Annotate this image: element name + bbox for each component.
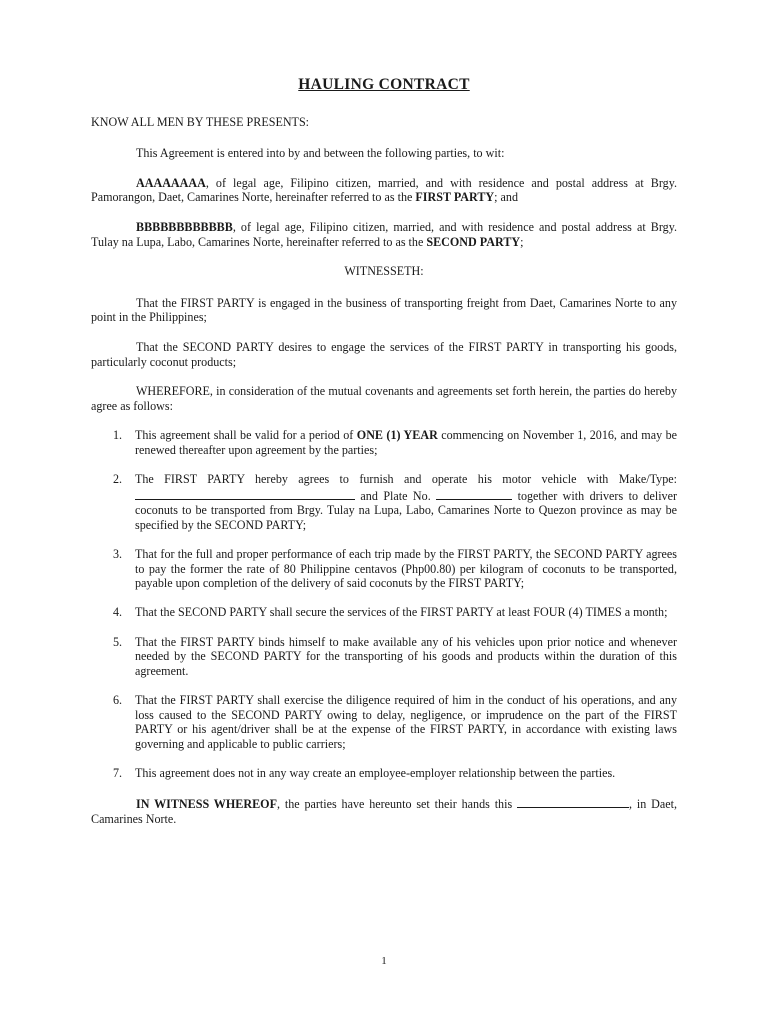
plate-no-blank: [436, 487, 512, 500]
item-4-text: That the SECOND PARTY shall secure the services of the FIRST PARTY at least FOUR (4) TIMES a month;: [135, 605, 668, 620]
item-1-text-b: commencing on November 1, 2016, and may be renewed thereafter upon agreement by the parties;: [135, 428, 677, 457]
list-item: [91, 472, 677, 532]
list-item: [91, 605, 677, 620]
witness-text-a: , the parties have hereunto set their hands this: [276, 797, 518, 812]
first-party-tail: ; and: [494, 190, 519, 205]
second-party-tail: ;: [520, 234, 524, 249]
item-6-text: That the FIRST PARTY shall exercise the diligence required of him in the conduct of his operations, and any loss caused to the SECOND PARTY owing to delay, negligence, or imprudence on the part of the FIRST PARTY or his agent/driver shall be at the expense of the FIRST PARTY, in accordance with existing laws governing and applicable to public carriers;: [135, 693, 677, 751]
whereas-paragraph-1: That the FIRST PARTY is engaged in the business of transporting freight from Daet, Camarines Norte to any point in the Philippines;: [91, 295, 677, 325]
first-party-paragraph: [91, 176, 677, 205]
item-number: 6.: [113, 693, 123, 707]
witness-paragraph: [91, 795, 677, 826]
first-party-label: FIRST PARTY: [415, 190, 495, 205]
item-2-text-b: and Plate No.: [355, 488, 437, 503]
item-2-text-c: together with drivers to deliver coconuts to be transported from Brgy. Tulay na Lupa, Labo, Camarines Norte to Quezon province as may be specified by the SECOND PARTY;: [135, 488, 678, 532]
list-item: [91, 635, 677, 679]
list-item: [91, 428, 677, 457]
item-number: 7.: [113, 765, 123, 780]
page-number: 1: [381, 955, 387, 967]
item-number: 3.: [113, 547, 123, 562]
list-item: [91, 547, 677, 591]
know-all-heading: KNOW ALL MEN BY THESE PRESENTS:: [91, 114, 310, 129]
second-party-name: BBBBBBBBBBBB: [136, 219, 233, 234]
item-1-bold: ONE (1) YEAR: [356, 428, 438, 443]
make-type-blank: [135, 487, 355, 500]
item-number: 4.: [113, 605, 123, 620]
witness-bold: IN WITNESS WHEREOF: [136, 797, 277, 812]
item-number: 5.: [113, 634, 123, 649]
first-party-name: AAAAAAAA: [136, 175, 206, 190]
witness-text-b: , in Daet, Camarines Norte.: [91, 797, 677, 826]
first-party-text: , of legal age, Filipino citizen, married, and with residence and postal address at Brgy. Pamorangon, Daet, Camarines Norte, hereinafter referred to as the: [91, 175, 677, 205]
item-number: 2.: [113, 472, 123, 487]
document-title: HAULING CONTRACT: [298, 76, 470, 93]
second-party-paragraph: [91, 220, 677, 249]
item-5-text: That the FIRST PARTY binds himself to make available any of his vehicles upon prior notice and whenever needed by the SECOND PARTY for the transporting of his goods and products within the duration of this agreement.: [135, 634, 677, 678]
agreement-list: [91, 428, 677, 780]
whereas-paragraph-2: That the SECOND PARTY desires to engage the services of the FIRST PARTY in transporting his goods, particularly coconut products;: [91, 339, 677, 369]
item-7-text: This agreement does not in any way create an employee-employer relationship between the parties.: [135, 765, 616, 780]
item-1-text-a: This agreement shall be valid for a period of: [135, 428, 357, 443]
wherefore-paragraph: WHEREFORE, in consideration of the mutual covenants and agreements set forth herein, the parties do hereby agree as follows:: [91, 384, 677, 413]
item-2-text-a: The FIRST PARTY hereby agrees to furnish and operate his motor vehicle with Make/Type:: [135, 472, 677, 487]
intro-paragraph: This Agreement is entered into by and between the following parties, to wit:: [136, 146, 505, 161]
second-party-label: SECOND PARTY: [426, 234, 521, 249]
list-item: [91, 693, 677, 751]
list-item: [91, 766, 677, 781]
second-party-text: , of legal age, Filipino citizen, married, and with residence and postal address at Brgy. Tulay na Lupa, Labo, Camarines Norte, hereinafter referred to as the: [91, 219, 677, 249]
witnesseth-heading: WITNESSETH:: [344, 264, 424, 279]
item-3-text: That for the full and proper performance of each trip made by the FIRST PARTY, the SECOND PARTY agrees to pay the former the rate of 80 Philippine centavos (Php00.80) per kilogram of coconuts to be transported, payable upon completion of the delivery of said coconuts by the FIRST PARTY;: [135, 547, 677, 591]
date-blank: [517, 795, 629, 808]
item-number: 1.: [113, 428, 123, 443]
